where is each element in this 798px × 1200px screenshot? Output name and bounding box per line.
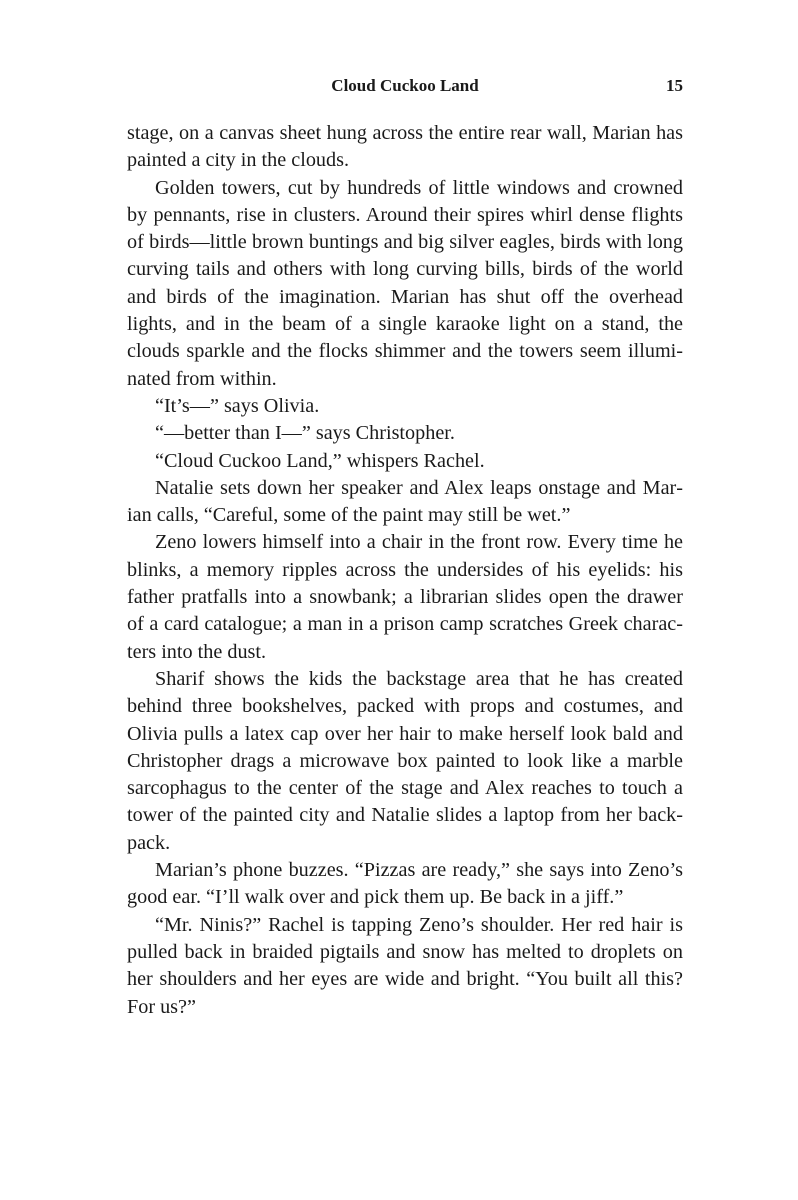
paragraph: Zeno lowers himself into a chair in the front row. Every time he blinks, a memory ripples across the undersides of his eyelids: his father pratfalls into a snowbank; a librarian slides open the drawer of a card catalogue; a man in a prison camp scratches Greek characters into the dust.	[127, 531, 683, 663]
paragraph: Golden towers, cut by hundreds of little windows and crowned by pennants, rise in clusters. Around their spires whirl dense flights of birds—little brown buntings and big silver eagles, birds with long curving tails and others with long curving bills, birds of the world and birds of the imagination. Marian has shut off the overhead lights, and in the beam of a single karaoke light on a stand, the clouds sparkle and the flocks shimmer and the towers seem illuminated from within.	[127, 176, 683, 390]
paragraph: stage, on a canvas sheet hung across the entire rear wall, Marian has painted a city in the clouds.	[127, 122, 683, 172]
paragraph: Sharif shows the kids the backstage area that he has created behind three bookshelves, packed with props and costumes, and Olivia pulls a latex cap over her hair to make herself look bald and Christopher drags a microwave box painted to look like a marble sarcophagus to the center of the stage and Alex reaches to touch a tower of the painted city and Natalie slides a laptop from her backpack.	[127, 667, 683, 854]
running-title: Cloud Cuckoo Land	[331, 76, 479, 95]
running-header	[127, 76, 683, 102]
page-number: 15	[666, 76, 683, 95]
paragraph: “It’s—” says Olivia.	[155, 394, 320, 417]
paragraph: “—better than I—” says Christopher.	[155, 422, 455, 445]
body-text	[127, 120, 683, 1021]
paragraph: Marian’s phone buzzes. “Pizzas are ready,” she says into Zeno’s good ear. “I’ll walk over and pick them up. Be back in a jiff.”	[127, 859, 683, 909]
paragraph: Natalie sets down her speaker and Alex leaps onstage and Marian calls, “Careful, some of the paint may still be wet.”	[127, 476, 683, 527]
paragraph: “Mr. Ninis?” Rachel is tapping Zeno’s shoulder. Her red hair is pulled back in braided pigtails and snow has melted to droplets on her shoulders and her eyes are wide and bright. “You built all this? For us?”	[127, 913, 683, 1018]
paragraph: “Cloud Cuckoo Land,” whispers Rachel.	[155, 449, 485, 472]
